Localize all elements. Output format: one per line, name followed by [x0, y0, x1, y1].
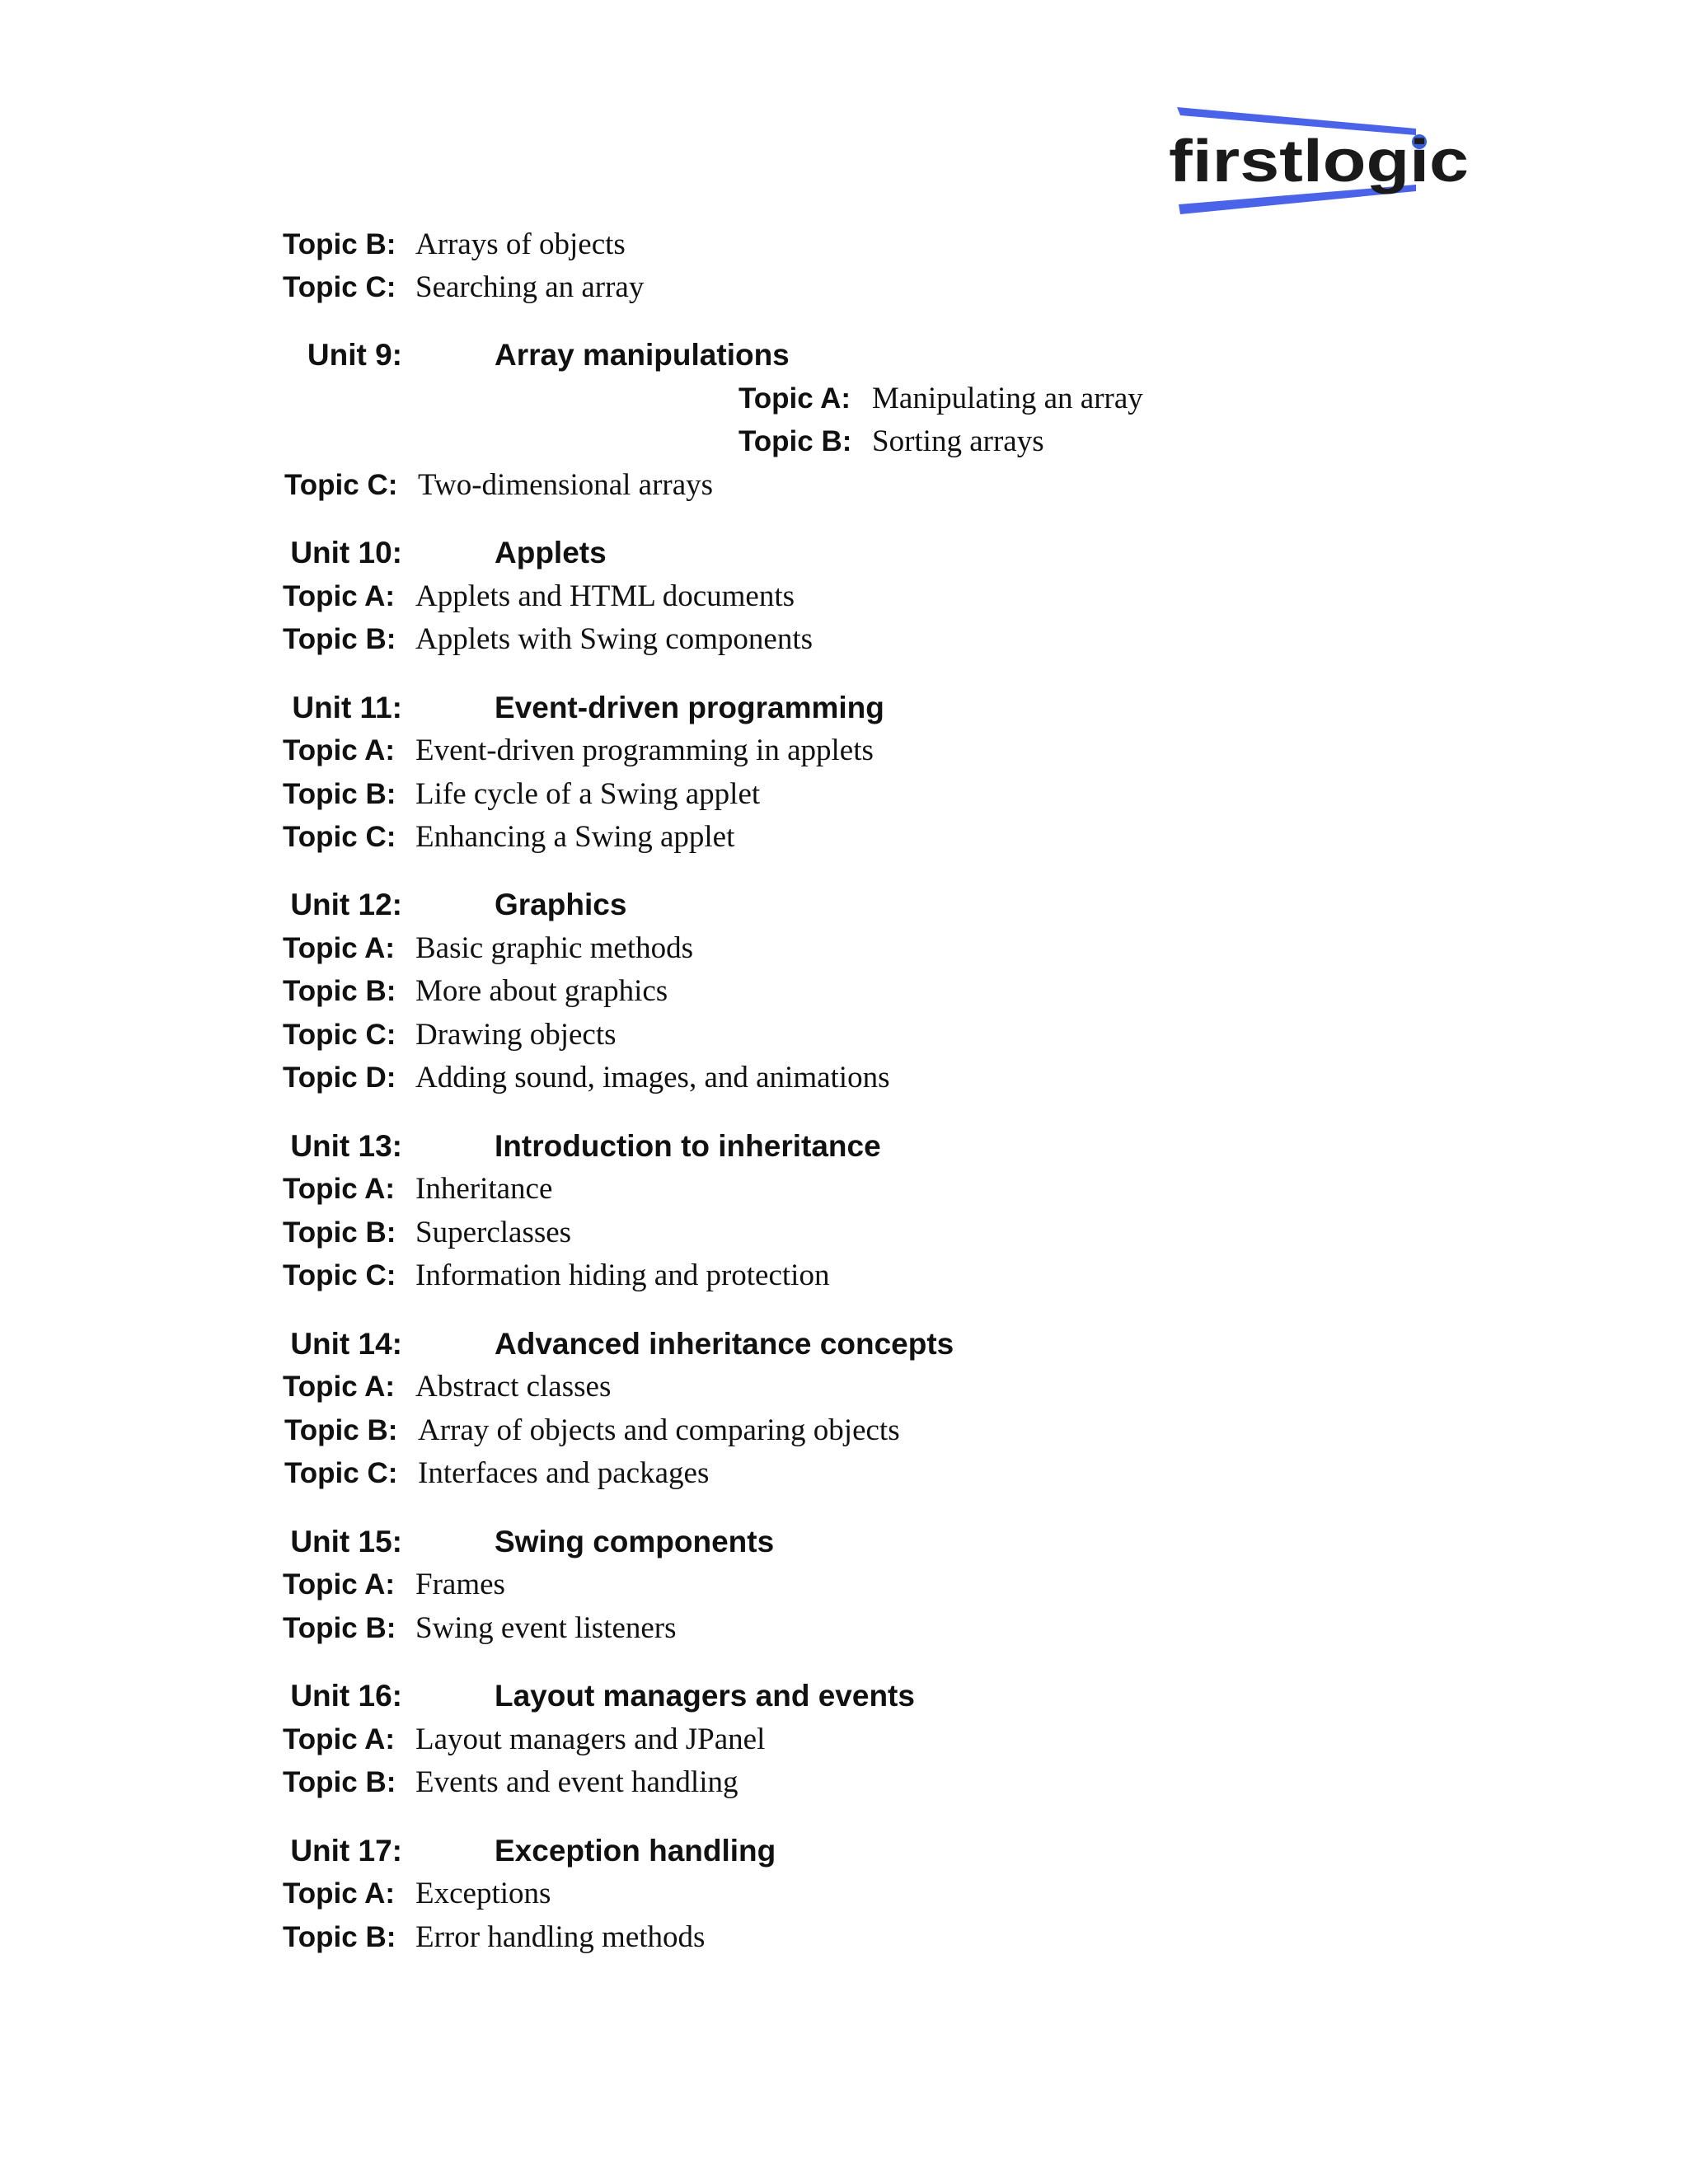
- unit-label: Unit 11:: [292, 691, 402, 724]
- topic-label: Topic A:: [283, 734, 396, 766]
- topic-label: Topic B:: [283, 1766, 396, 1798]
- topic-text: Layout managers and JPanel: [415, 1722, 766, 1756]
- unit-title: Layout managers and events: [495, 1679, 915, 1713]
- topic-label: Topic A:: [283, 1568, 396, 1601]
- topic-label: Topic B:: [283, 975, 396, 1007]
- topic-label: Topic A:: [283, 932, 396, 964]
- topic-text: Events and event handling: [415, 1765, 738, 1799]
- topic-text: Two-dimensional arrays: [418, 468, 714, 502]
- topic-label: Topic C:: [283, 1019, 396, 1051]
- topic-label: Topic A:: [738, 382, 851, 415]
- topic-text: Applets with Swing components: [415, 622, 814, 656]
- topic-text: Sorting arrays: [872, 424, 1044, 458]
- topic-label: Topic B:: [283, 1612, 396, 1644]
- topic-label: Topic B:: [283, 1216, 396, 1249]
- topic-text: Exceptions: [415, 1877, 551, 1910]
- topic-text: Life cycle of a Swing applet: [415, 777, 761, 811]
- topic-text: Abstract classes: [415, 1370, 612, 1404]
- topic-text: Arrays of objects: [415, 227, 626, 261]
- topic-text: Information hiding and protection: [415, 1258, 830, 1292]
- topic-label: Topic B:: [283, 623, 396, 655]
- topic-label: Topic A:: [283, 580, 396, 612]
- topic-text: Drawing objects: [415, 1018, 617, 1052]
- topic-label: Topic A:: [283, 1877, 396, 1910]
- topic-label: Topic D:: [283, 1062, 396, 1094]
- topic-text: Applets and HTML documents: [415, 579, 795, 613]
- topic-text: Event-driven programming in applets: [415, 733, 874, 767]
- unit-title: Graphics: [495, 888, 627, 921]
- topic-text: Error handling methods: [415, 1920, 706, 1954]
- unit-label: Unit 17:: [290, 1834, 402, 1868]
- topic-label: Topic C:: [283, 1259, 396, 1291]
- logo-text: firstlogic: [1169, 129, 1469, 194]
- firstlogic-logo: [1169, 102, 1482, 226]
- topic-label: Topic C:: [283, 821, 396, 853]
- unit-label: Unit 10:: [290, 536, 402, 569]
- unit-title: Array manipulations: [495, 338, 790, 372]
- unit-title: Applets: [495, 536, 607, 569]
- topic-text: Enhancing a Swing applet: [415, 820, 735, 854]
- topic-label: Topic C:: [284, 469, 398, 501]
- topic-text: Interfaces and packages: [418, 1456, 710, 1490]
- unit-label: Unit 12:: [290, 888, 402, 921]
- unit-label: Unit 15:: [290, 1525, 402, 1558]
- topic-label: Topic A:: [283, 1371, 396, 1403]
- logo-graphic: [1169, 102, 1482, 226]
- unit-title: Introduction to inheritance: [495, 1129, 881, 1163]
- topic-text: Manipulating an array: [872, 382, 1143, 415]
- unit-label: Unit 9:: [307, 338, 402, 372]
- topic-label: Topic B:: [283, 778, 396, 810]
- topic-text: Inheritance: [415, 1172, 553, 1206]
- topic-label: Topic A:: [283, 1723, 396, 1755]
- unit-title: Exception handling: [495, 1834, 776, 1868]
- topic-label: Topic C:: [284, 1457, 398, 1489]
- topic-text: Adding sound, images, and animations: [415, 1061, 890, 1094]
- unit-label: Unit 13:: [290, 1129, 402, 1163]
- unit-title: Swing components: [495, 1525, 775, 1558]
- topic-label: Topic B:: [284, 1414, 398, 1446]
- topic-text: Array of objects and comparing objects: [418, 1413, 900, 1447]
- unit-title: Advanced inheritance concepts: [495, 1327, 954, 1361]
- topic-text: Swing event listeners: [415, 1611, 677, 1645]
- topic-text: More about graphics: [415, 974, 668, 1008]
- unit-label: Unit 14:: [290, 1327, 402, 1361]
- unit-label: Unit 16:: [290, 1679, 402, 1713]
- topic-label: Topic C:: [283, 271, 396, 303]
- topic-label: Topic B:: [738, 425, 852, 457]
- unit-title: Event-driven programming: [495, 691, 884, 724]
- topic-label: Topic B:: [283, 1921, 396, 1953]
- topic-text: Basic graphic methods: [415, 931, 694, 965]
- topic-label: Topic A:: [283, 1173, 396, 1205]
- topic-text: Frames: [415, 1568, 505, 1601]
- topic-text: Searching an array: [415, 270, 645, 304]
- topic-text: Superclasses: [415, 1216, 572, 1249]
- topic-label: Topic B:: [283, 228, 396, 260]
